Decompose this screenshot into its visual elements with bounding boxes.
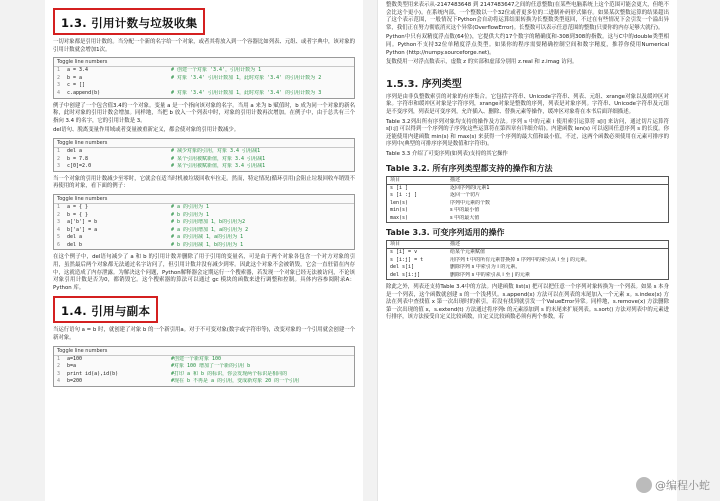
paragraph: Table 3.2列出所有序列对象均支持的操作及方法。序列 s 中的元素 i 使用索引运算符 s[i] 来访问，通过切片运算符 s[i:j] 可以得到一个序列的子序列(这些运算符在第四章有详细介绍)。内建函数 len(s) 可以返回任意序列 s 的长度。你还能使用内建函数 min(s) 和 max(s) 来获得一个序列的最大值和最小值，不过，这两个函数必须使用在元素可排序的序列中(典型的可排序序列是数值和字符串)。 [386, 118, 669, 148]
code-line: 2 b = a # 对象 '3.4' 引用计数加 1，此时对象 '3.4' 的引用计数为 2 [57, 74, 322, 81]
paragraph: Python中只有双精度浮点数(64位)，它提供大约17个数字的精确度和-308到308的指数。这与C中的double类型相同。Python不支持32位单精度浮点类型。如果你的程序需要精确控制空间和数字精度，推荐你使用Numerical Python (http://numpy.sourceforge.net)。 [386, 34, 669, 56]
paragraph: 当一个对象的引用计数减少至零时，它就会在适当时机被垃圾回收车拉走。然而，特定情况(循环引用)会阻止垃圾回收车销毁不再使用的对象，看下面的例子： [53, 175, 355, 190]
code-line: 1 del a # 减少对象的引用，对象 3.4 引用减1 [57, 147, 261, 154]
table-row: s [i:j] = t 用序列 t 中的所有元素替换掉 s 序列中的索引从 i 至 j 的元素。 [390, 256, 591, 263]
section-heading-1-3: 1.3. 引用计数与垃圾收集 [53, 8, 205, 35]
code-line: 4 b=200 #现在 b 不再是 a 的引用，变成新对象 20 的一个引用 [57, 378, 300, 385]
table-row: min(s) s 中的最小值 [390, 207, 480, 214]
section-heading-1-4: 1.4. 引用与副本 [53, 296, 158, 323]
watermark [636, 477, 710, 493]
code-line: 4 c.append(b) # 对象 '3.4' 引用计数加 1，此时对象 '3.4' 的引用计数为 3 [57, 89, 322, 96]
code-block-2 [53, 138, 355, 172]
table-row: del s[i:j] 删除序列 s 中的索引从 i 至 j 的元素 [390, 271, 530, 278]
table-header: 项目 描述 [387, 241, 668, 249]
watermark-text: @编程小蛇 [655, 479, 710, 492]
mutable-sequence-table [386, 240, 669, 280]
table-row: s [i] = v 给某个元素赋值 [390, 249, 486, 256]
paragraph: 除此之外，列表还支持Table 3.4中的方法。内建函数 list(s) 把可以把任意一个序列对象转换为一个列表。如果 s 本身是一个列表，这个函数就创建 s 的一个浅拷贝。s.append(x) 方法可以在列表的末尾加入一个元素 x。s.index(x) 方法在列表中查找值 x 第一次出现时的索引，若没有找到就引发一个ValueError异常。同样地，s.remove(x) 方法删除第一次出现的值 x，s.extend(t) 方法通过将序列t 的元素添加到 s 的末尾来扩展列表。s.sort() 方法对列表中的元素进行排序，该方法接受自定义比较函数，自定义比较函数必须有两个参数，若 [386, 283, 669, 321]
code-line: 2 b = 7.8 # 某个引用被赋新值，对象 3.4 引用减1 [57, 155, 266, 162]
code-line: 3 c = [] [57, 82, 86, 89]
table-row: s [i ] 返回序列的i元素1 [390, 184, 490, 191]
code-line: 3 c[0]=2.0 # 某个引用被赋新值，对象 3.4 引用减1 [57, 163, 266, 170]
paragraph: 序列是由非负整数索引的对象的有序集合。它包括字符串、Unicode字符串、列表、元组、xrange对象以及缓冲区对象。字符串和缓冲区对象是字符序列，xrange对象是整数的序列，列表是对象序列。字符串、Unicode字符串及元组是不变序列，列表是可变序列，允许插入、删除、替换元素等操作，缓冲区对象将在本书后面详细描述。 [386, 93, 669, 115]
code-line: 1 a = { } # a 的引用为 1 [57, 203, 210, 210]
code-line: 5 del a # a 的引用减 1，a的引用为 1 [57, 234, 244, 241]
code-line: 6 del b # b 的引用减 1，b的引用为 1 [57, 241, 244, 248]
table-row: s [i :j ] 返回一个切片 [390, 192, 481, 199]
code-line: 4 b['a'] = a # a 的引用增加 1，a的引用为 2 [57, 226, 249, 233]
paragraph: 当运行语句 a = b 时，就创建了对象 b 的一个新引用a。对于不可变对象(数字或字符串等)，改变对象的一个引用就会创建一个新对象。 [53, 327, 355, 342]
left-page [45, 0, 363, 501]
toggle-line-numbers-link[interactable]: Toggle line numbers [54, 347, 354, 356]
right-page [377, 0, 677, 501]
paragraph: Table 3.3 介绍了可变序列(如列表)支持的其它操作 [386, 150, 508, 157]
table-header: 项目 描述 [387, 177, 668, 185]
table-caption: Table 3.3. 可变序列适用的操作 [386, 227, 505, 237]
paragraph: 在这个例子中，del语句减少了 a 和 b 的引用计数并删除了用于引用的变量名，可是由于两个对象各包含一个对方对象的引用，虽然最后两个对象都无法通过名字访问了，但引用计数并没有减少到零。因此这个对象不会被销毁，它会一直驻留在内存中，这就造成了内存泄露。为解决这个问题，Python解释器会定期运行一个搜索器，若发现一个对象已经无法被访问，不论该对象引用计数是否为0，都销毁它。这个搜索器的算法可以通过 gc 模块的函数来进行调整和控制。具体内容参阅附录A：Python 库。 [53, 254, 355, 291]
wechat-logo-icon [636, 477, 652, 493]
code-block-1 [53, 57, 355, 98]
code-line: 1 a=100 #创建一个新对象 100 [57, 355, 222, 362]
toggle-line-numbers-link[interactable]: Toggle line numbers [54, 139, 354, 148]
paragraph: 例子中创建了一个包含值3.4的一个对象。变量 a 是一个指向该对象的名字。当用 a 来为 b 赋值时，b 成为同一个对象的新名称，此时对象的引用计数会增加。同样地，当把 b 放入一个列表中时，对象的引用计数再次增加。在例子中，由于总共有三个指向 3.4 的名字，它的引用计数是 3。 [53, 102, 355, 124]
code-block-4 [53, 346, 355, 387]
paragraph: 整数类型用来表示从-2147483648 到 2147483647之间的任意整数(在某些电脑系统上这个范围可能会更大，但绝不会比这个更小)。在系统内部，一个整数以一个32位或者更多位的二进制补码形式储存。如果某次整数运算的结果超出了这个表示范围，一般情况下Python会自动将运算结果转换为长整数类型返回，不过在有些情况下会引发一个溢出异常，我们正在努力彻底消灭这个异常(OverflowError)。长整数可以表示任意范围的整数(只要你的内存足够大就行)。 [386, 2, 669, 31]
table-caption: Table 3.2. 所有序列类型都支持的操作和方法 [386, 163, 553, 173]
code-line: 2 b=a #对象 100 增加了一个新的引用 b [57, 363, 251, 370]
code-block-3 [53, 194, 355, 251]
section-heading-1-5-3: 1.5.3. 序列类型 [386, 78, 462, 90]
table-row: len(s) 序列中元素的个数 [390, 199, 491, 206]
table-row: del s[i] 删除序列 s 中索引为 i 的元素。 [390, 264, 521, 271]
paragraph: 复数使用一对浮点数表示，虚数 z 的实部和虚部分别用 z.real 和 z.imag 访问。 [386, 59, 578, 66]
sequence-operations-table [386, 176, 669, 223]
toggle-line-numbers-link[interactable]: Toggle line numbers [54, 195, 354, 204]
code-line: 1 a = 3.4 # 创建一个对象 '3.4'，引用计数为 1 [57, 67, 262, 74]
table-row: max(s) s 中的最大值 [390, 214, 480, 221]
paragraph: del语句、脱离变量作用域或者变量被重新定义，都会使对象的引用计数减少。 [53, 127, 240, 134]
paragraph: 一切对象都是引用计数的。当分配一个新的名字给一个对象，或者其将放入到一个容器比如列表、元组、或者字典中，该对象的引用计数就会增加1次。 [53, 39, 355, 53]
toggle-line-numbers-link[interactable]: Toggle line numbers [54, 58, 354, 67]
code-line: 3 a['b'] = b # b 的引用增加 1，b的引用为2 [57, 219, 246, 226]
code-line: 2 b = { } # b 的引用为 1 [57, 211, 210, 218]
code-line: 3 print id(a),id(b) #打印 a 和 b 的标识，你会发现两个标识是相同的 [57, 370, 288, 377]
